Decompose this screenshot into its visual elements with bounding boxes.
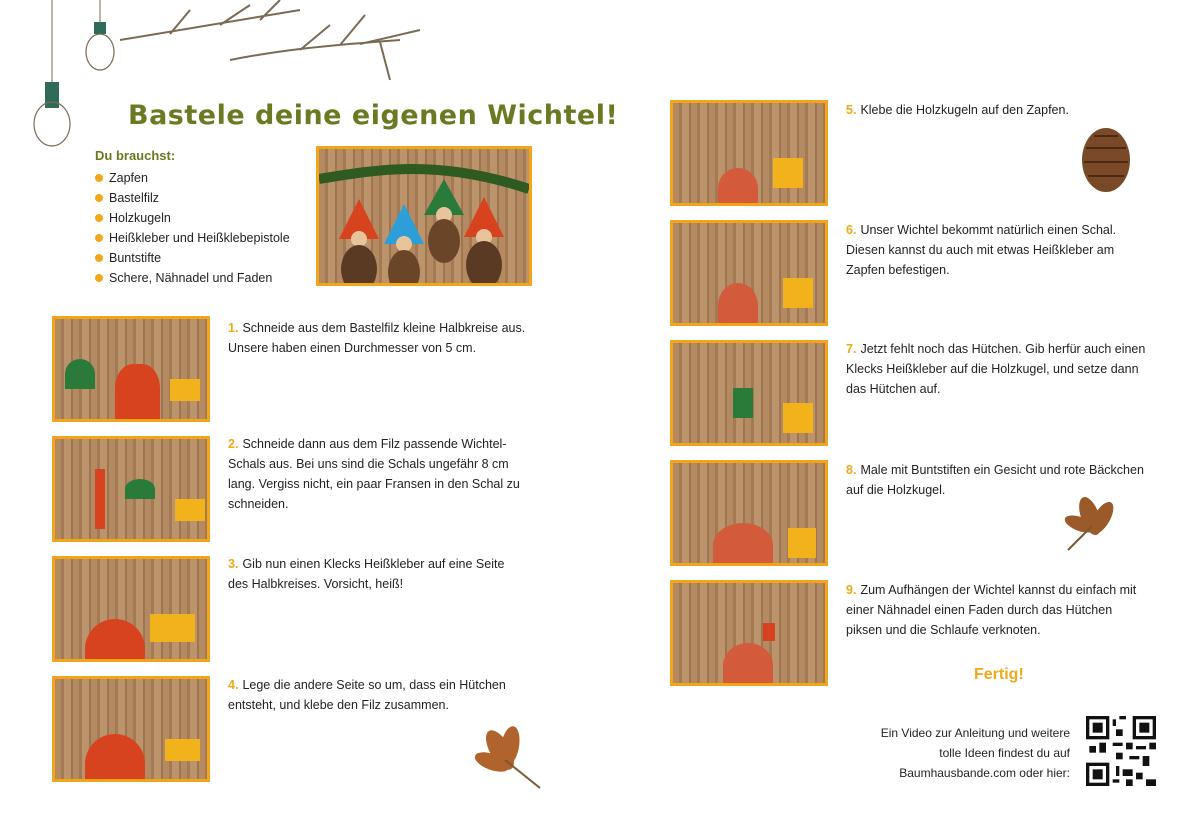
- step-number: 5.: [846, 103, 857, 117]
- step-7-text: 7. Jetzt fehlt noch das Hütchen. Gib herfür auch einen Klecks Heißkleber auf die Holzkugel, und setze dann das Hütchen auf.: [846, 342, 1146, 396]
- step-1-photo: [52, 316, 210, 422]
- leaf-icon: [1060, 492, 1130, 552]
- step-number: 2.: [228, 437, 239, 451]
- step-number: 9.: [846, 583, 857, 597]
- branch-decoration: [100, 0, 460, 90]
- step-8-photo: [670, 460, 828, 566]
- step-number: 4.: [228, 678, 239, 692]
- page-title: Bastele deine eigenen Wichtel!: [128, 100, 619, 131]
- materials-list: [95, 168, 290, 288]
- step-7-photo: [670, 340, 828, 446]
- list-item: Holzkugeln: [95, 208, 290, 228]
- step-number: 8.: [846, 463, 857, 477]
- step-2-photo: [52, 436, 210, 542]
- list-item: Schere, Nähnadel und Faden: [95, 268, 290, 288]
- video-note: Ein Video zur Anleitung und weitere tolle Ideen findest du auf Baumhausbande.com oder hier:: [880, 726, 1070, 780]
- lamp-icon: [80, 0, 120, 85]
- done-label: Fertig!: [974, 666, 1024, 683]
- step-number: 1.: [228, 321, 239, 335]
- step-5-photo: [670, 100, 828, 206]
- step-number: 3.: [228, 557, 239, 571]
- step-9-photo: [670, 580, 828, 686]
- step-6-text: 6. Unser Wichtel bekommt natürlich einen Schal. Diesen kannst du auch mit etwas Heißkleber am Zapfen befestigen.: [846, 223, 1117, 277]
- step-number: 6.: [846, 223, 857, 237]
- step-4-photo: [52, 676, 210, 782]
- step-number: 7.: [846, 342, 857, 356]
- pine-cone-icon: [1076, 118, 1136, 194]
- step-1-text: 1. Schneide aus dem Bastelfilz kleine Halbkreise aus. Unsere haben einen Durchmesser von 5 cm.: [228, 321, 526, 355]
- step-8-text: 8. Male mit Buntstiften ein Gesicht und rote Bäckchen auf die Holzkugel.: [846, 463, 1144, 497]
- leaf-icon: [470, 720, 550, 790]
- hero-photo: [316, 146, 532, 286]
- step-4-text: 4. Lege die andere Seite so um, dass ein Hütchen entsteht, und klebe den Filz zusammen.: [228, 678, 506, 712]
- lamp-icon: [30, 0, 80, 155]
- list-item: Heißkleber und Heißklebepistole: [95, 228, 290, 248]
- list-item: Buntstifte: [95, 248, 290, 268]
- qr-code-icon[interactable]: [1086, 716, 1156, 786]
- step-2-text: 2. Schneide dann aus dem Filz passende Wichtel-Schals aus. Bei uns sind die Schals ungefähr 8 cm lang. Vergiss nicht, ein paar Fransen in den Schal zu schneiden.: [228, 437, 520, 511]
- list-item: Zapfen: [95, 168, 290, 188]
- step-3-photo: [52, 556, 210, 662]
- step-9-text: 9. Zum Aufhängen der Wichtel kannst du einfach mit einer Nähnadel einen Faden durch das Hütchen piksen und die Schlaufe verknoten.: [846, 583, 1137, 637]
- materials-heading: Du brauchst:: [95, 148, 176, 163]
- step-3-text: 3. Gib nun einen Klecks Heißkleber auf eine Seite des Halbkreises. Vorsicht, heiß!: [228, 557, 505, 591]
- step-5-text: 5. Klebe die Holzkugeln auf den Zapfen.: [846, 103, 1069, 117]
- list-item: Bastelfilz: [95, 188, 290, 208]
- step-6-photo: [670, 220, 828, 326]
